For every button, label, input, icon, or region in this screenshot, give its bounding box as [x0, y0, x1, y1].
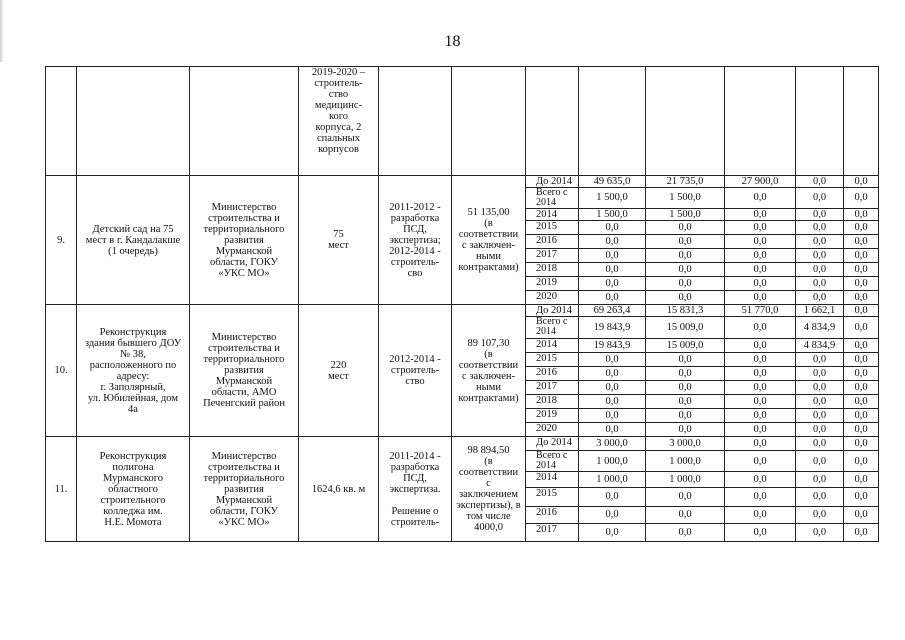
cell-regional: 15 009,0: [646, 317, 725, 338]
timeline-line: строитель-: [390, 365, 440, 377]
cell-period: Всего с 2014: [526, 451, 579, 472]
timeline-line: 2012-2014 -: [389, 354, 441, 366]
cell-other: 0,0: [844, 249, 879, 263]
customer-name-line: строительства и: [208, 461, 280, 473]
continuation-empty-cell: [77, 67, 190, 176]
cell-regional: 21 735,0: [646, 175, 725, 187]
estimated-cost-line: с заключен-: [462, 370, 515, 382]
cell-total: 0,0: [579, 408, 646, 422]
estimated-cost-line: контрактами): [458, 262, 519, 274]
cell-regional: 0,0: [646, 366, 725, 380]
estimated-cost-line: (в: [484, 348, 493, 360]
cell-period: 2017: [526, 380, 579, 394]
cell-regional: 15 009,0: [646, 338, 725, 352]
timeline: [379, 175, 452, 305]
cell-municipal: 0,0: [796, 488, 844, 506]
customer-name-line: развития: [224, 483, 264, 495]
cell-period: 2017: [526, 523, 579, 541]
cell-other: 0,0: [844, 235, 879, 249]
cell-regional: 0,0: [646, 488, 725, 506]
estimated-cost-line: соответствии: [458, 359, 519, 371]
cell-other: 0,0: [844, 263, 879, 277]
cell-municipal: 0,0: [796, 394, 844, 408]
table-row: [46, 437, 879, 451]
object-name-line: Н.Е. Момота: [104, 516, 162, 528]
estimated-cost-line: ными: [476, 251, 501, 263]
cell-federal: 0,0: [725, 488, 796, 506]
customer-name-line: территориального: [203, 472, 285, 484]
customer-name-line: Министерство: [211, 332, 277, 344]
customer-name-line: «УКС МО»: [218, 267, 270, 279]
cell-federal: 0,0: [725, 523, 796, 541]
continuation-empty-cell: [379, 67, 452, 176]
capacity-line: 1624,6 кв. м: [311, 483, 366, 495]
continuation-empty-cell: [452, 67, 526, 176]
customer-name-line: области, АМО: [211, 387, 277, 399]
cell-period: 2014: [526, 208, 579, 220]
customer-name-line: области, ГОКУ: [210, 505, 278, 517]
timeline-line: строитель-: [390, 516, 440, 528]
cell-regional: 0,0: [646, 220, 725, 234]
timeline-line: [381, 495, 449, 506]
cell-federal: 0,0: [725, 220, 796, 234]
cell-period: 2020: [526, 423, 579, 437]
cell-regional: 0,0: [646, 277, 725, 291]
cell-municipal: 0,0: [796, 175, 844, 187]
cell-municipal: 0,0: [796, 277, 844, 291]
estimated-cost-line: 4000,0: [474, 522, 503, 534]
cell-total: 0,0: [579, 394, 646, 408]
cell-other: 0,0: [844, 380, 879, 394]
cell-federal: 0,0: [725, 249, 796, 263]
cell-total: 0,0: [579, 423, 646, 437]
object-name: [77, 305, 190, 437]
continuation-timeline: [299, 67, 379, 176]
cell-federal: 0,0: [725, 187, 796, 208]
continuation-empty-cell: [579, 67, 646, 176]
cell-federal: 0,0: [725, 291, 796, 305]
continuation-empty-cell: [725, 67, 796, 176]
cell-municipal: 0,0: [796, 451, 844, 472]
estimated-cost-line: с заключен-: [462, 240, 515, 252]
cell-period: 2014: [526, 338, 579, 352]
cell-regional: 0,0: [646, 249, 725, 263]
cell-other: 0,0: [844, 472, 879, 488]
cell-federal: 0,0: [725, 423, 796, 437]
cell-municipal: 0,0: [796, 249, 844, 263]
capacity: [299, 305, 379, 437]
cell-total: 19 843,9: [579, 317, 646, 338]
object-name-line: адресу:: [116, 370, 150, 382]
object-name-line: ул. Юбилейная, дом: [88, 392, 178, 404]
estimated-cost-line: соответствии: [458, 229, 519, 241]
cell-federal: 0,0: [725, 366, 796, 380]
cell-other: 0,0: [844, 451, 879, 472]
cell-other: 0,0: [844, 291, 879, 305]
cell-total: 1 000,0: [579, 451, 646, 472]
row-number: 9.: [46, 175, 77, 305]
object-name-line: г. Заполярный,: [100, 381, 166, 393]
estimated-cost-line: том числе: [466, 511, 511, 523]
cell-period: 2015: [526, 220, 579, 234]
cell-period: 2016: [526, 506, 579, 523]
cell-regional: 15 831,3: [646, 305, 725, 317]
cell-period: 2016: [526, 235, 579, 249]
timeline-line: сво: [407, 267, 423, 279]
cell-period: 2016: [526, 366, 579, 380]
cell-regional: 0,0: [646, 506, 725, 523]
continuation-timeline-line: кого: [328, 111, 349, 122]
estimated-cost: [452, 175, 526, 305]
cell-regional: 3 000,0: [646, 437, 725, 451]
customer-name-line: Министерство: [211, 450, 277, 462]
cell-period: Всего с 2014: [526, 187, 579, 208]
timeline-line: ПСД,: [403, 223, 427, 235]
cell-municipal: 0,0: [796, 235, 844, 249]
continuation-empty-cell: [526, 67, 579, 176]
object-name-line: Реконструкция: [99, 326, 167, 338]
cell-regional: 1 500,0: [646, 187, 725, 208]
customer-name-line: области, ГОКУ: [210, 256, 278, 268]
object-name-line: (1 очередь): [108, 245, 158, 257]
cell-other: 0,0: [844, 175, 879, 187]
cell-total: 0,0: [579, 235, 646, 249]
cell-period: До 2014: [526, 305, 579, 317]
cell-total: 0,0: [579, 506, 646, 523]
cell-other: 0,0: [844, 523, 879, 541]
cell-period: 2015: [526, 488, 579, 506]
cell-municipal: 0,0: [796, 352, 844, 366]
cell-federal: 0,0: [725, 380, 796, 394]
cell-municipal: 4 834,9: [796, 317, 844, 338]
cell-federal: 0,0: [725, 472, 796, 488]
cell-period: 2020: [526, 291, 579, 305]
cell-municipal: 0,0: [796, 291, 844, 305]
object-name-line: Реконструкция: [99, 450, 167, 462]
customer-name-line: строительства и: [208, 343, 280, 355]
timeline-line: ство: [405, 376, 425, 388]
row-number: 10.: [46, 305, 77, 437]
estimated-cost-line: с: [486, 478, 491, 490]
object-name-line: областного: [108, 483, 158, 495]
continuation-timeline-line: спальных: [317, 133, 360, 144]
cell-federal: 0,0: [725, 317, 796, 338]
timeline-line: экспертиза.: [389, 483, 441, 495]
cell-other: 0,0: [844, 506, 879, 523]
cell-regional: 0,0: [646, 523, 725, 541]
cell-total: 0,0: [579, 352, 646, 366]
cell-total: 1 500,0: [579, 208, 646, 220]
object-name-line: расположенного по: [89, 359, 177, 371]
capacity: [299, 437, 379, 542]
cell-municipal: 0,0: [796, 380, 844, 394]
cell-other: 0,0: [844, 423, 879, 437]
customer-name-line: развития: [224, 365, 264, 377]
cell-federal: 0,0: [725, 506, 796, 523]
cell-federal: 0,0: [725, 437, 796, 451]
cell-total: 0,0: [579, 277, 646, 291]
cell-regional: 0,0: [646, 235, 725, 249]
cell-regional: 1 500,0: [646, 208, 725, 220]
customer-name-line: территориального: [203, 223, 285, 235]
cell-total: 0,0: [579, 263, 646, 277]
customer-name-line: «УКС МО»: [218, 516, 270, 528]
estimated-cost: [452, 305, 526, 437]
cell-municipal: 0,0: [796, 366, 844, 380]
timeline: [379, 437, 452, 542]
customer-name-line: Печенгский район: [203, 398, 285, 410]
capacity-line: 220: [330, 359, 347, 371]
table-row: [46, 175, 879, 187]
cell-total: 0,0: [579, 249, 646, 263]
investment-table: [45, 66, 879, 542]
cell-total: 49 635,0: [579, 175, 646, 187]
customer-name-line: развития: [224, 234, 264, 246]
object-name: [77, 175, 190, 305]
cell-total: 0,0: [579, 380, 646, 394]
cell-total: 69 263,4: [579, 305, 646, 317]
cell-regional: 0,0: [646, 291, 725, 305]
cell-regional: 0,0: [646, 352, 725, 366]
timeline-line: строитель-: [390, 256, 440, 268]
estimated-cost-line: (в: [484, 218, 493, 230]
timeline-line: Решение о: [391, 505, 439, 517]
cell-federal: 0,0: [725, 408, 796, 422]
customer-name-line: Мурманской: [215, 494, 273, 506]
cell-total: 19 843,9: [579, 338, 646, 352]
cell-municipal: 4 834,9: [796, 338, 844, 352]
cell-period: 2019: [526, 408, 579, 422]
capacity-line: 75: [333, 229, 344, 241]
continuation-timeline-line: корпусов: [318, 144, 359, 155]
estimated-cost-line: соответствии: [458, 467, 519, 479]
object-name-line: полигона: [112, 461, 154, 473]
cell-regional: 1 000,0: [646, 451, 725, 472]
cell-total: 0,0: [579, 220, 646, 234]
cell-period: 2018: [526, 394, 579, 408]
cell-period: До 2014: [526, 175, 579, 187]
object-name-line: строительного: [100, 494, 166, 506]
cell-municipal: 0,0: [796, 523, 844, 541]
cell-period: 2015: [526, 352, 579, 366]
cell-municipal: 0,0: [796, 208, 844, 220]
continuation-timeline-line: 2019-2020 –: [311, 67, 366, 78]
continuation-empty-cell: [796, 67, 844, 176]
page-number: 18: [444, 33, 461, 50]
customer-name: [190, 175, 299, 305]
cell-municipal: 0,0: [796, 506, 844, 523]
continuation-empty-cell: [844, 67, 879, 176]
cell-period: 2017: [526, 249, 579, 263]
object-name-line: 4а: [128, 403, 138, 415]
cell-regional: 0,0: [646, 423, 725, 437]
cell-federal: 0,0: [725, 338, 796, 352]
timeline-line: разработка: [390, 212, 440, 224]
estimated-cost-line: 51 135,00: [467, 207, 510, 219]
cell-federal: 0,0: [725, 352, 796, 366]
customer-name-line: строительства и: [208, 212, 280, 224]
cell-federal: 27 900,0: [725, 175, 796, 187]
cell-other: 0,0: [844, 338, 879, 352]
timeline-line: 2011-2012 -: [389, 201, 441, 213]
object-name-line: здания бывшего ДОУ: [84, 337, 182, 349]
object-name: [77, 437, 190, 542]
cell-municipal: 0,0: [796, 220, 844, 234]
cell-total: 0,0: [579, 523, 646, 541]
cell-other: 0,0: [844, 187, 879, 208]
object-name-line: колледжа им.: [103, 505, 163, 517]
timeline: [379, 305, 452, 437]
capacity: [299, 175, 379, 305]
continuation-empty-cell: [646, 67, 725, 176]
cell-regional: 0,0: [646, 263, 725, 277]
cell-regional: 0,0: [646, 394, 725, 408]
estimated-cost-line: (в: [484, 456, 493, 468]
customer-name-line: Мурманской: [215, 376, 273, 388]
estimated-cost-line: экспертизы), в: [456, 500, 521, 512]
timeline-line: разработка: [390, 461, 440, 473]
continuation-empty-cell: [46, 67, 77, 176]
customer-name: [190, 305, 299, 437]
cell-other: 0,0: [844, 317, 879, 338]
cell-municipal: 0,0: [796, 423, 844, 437]
cell-other: 0,0: [844, 352, 879, 366]
cell-period: 2014: [526, 472, 579, 488]
object-name-line: Детский сад на 75: [92, 223, 174, 235]
cell-other: 0,0: [844, 277, 879, 291]
continuation-timeline-line: ство: [328, 89, 349, 100]
cell-total: 0,0: [579, 488, 646, 506]
cell-municipal: 0,0: [796, 472, 844, 488]
estimated-cost-line: заключением: [458, 489, 519, 501]
timeline-line: 2012-2014 -: [389, 245, 441, 257]
cell-municipal: 0,0: [796, 263, 844, 277]
cell-municipal: 1 662,1: [796, 305, 844, 317]
cell-period: Всего с 2014: [526, 317, 579, 338]
scan-edge-shadow: [0, 0, 4, 62]
estimated-cost-line: ными: [476, 381, 501, 393]
capacity-line: мест: [328, 370, 349, 382]
cell-period: До 2014: [526, 437, 579, 451]
continuation-timeline-line: корпуса, 2: [315, 122, 362, 133]
object-name-line: Мурманского: [102, 472, 164, 484]
cell-municipal: 0,0: [796, 187, 844, 208]
cell-other: 0,0: [844, 488, 879, 506]
cell-other: 0,0: [844, 394, 879, 408]
cell-total: 0,0: [579, 366, 646, 380]
object-name-line: № 38,: [120, 348, 146, 360]
cell-other: 0,0: [844, 220, 879, 234]
cell-period: 2019: [526, 277, 579, 291]
cell-federal: 51 770,0: [725, 305, 796, 317]
estimated-cost-line: 89 107,30: [467, 337, 510, 349]
cell-other: 0,0: [844, 208, 879, 220]
cell-period: 2018: [526, 263, 579, 277]
continuation-timeline-line: строитель-: [314, 78, 363, 89]
cell-other: 0,0: [844, 408, 879, 422]
estimated-cost-line: 98 894,50: [467, 445, 510, 457]
timeline-line: экспертиза;: [389, 234, 441, 246]
timeline-line: ПСД,: [403, 472, 427, 484]
cell-other: 0,0: [844, 437, 879, 451]
cell-other: 0,0: [844, 305, 879, 317]
customer-name-line: Мурманской: [215, 245, 273, 257]
cell-federal: 0,0: [725, 277, 796, 291]
cell-total: 1 000,0: [579, 472, 646, 488]
cell-regional: 0,0: [646, 380, 725, 394]
cell-total: 1 500,0: [579, 187, 646, 208]
cell-total: 0,0: [579, 291, 646, 305]
continuation-empty-cell: [190, 67, 299, 176]
table-row: [46, 305, 879, 317]
row-number: 11.: [46, 437, 77, 542]
object-name-line: мест в г. Кандалакше: [85, 234, 181, 246]
estimated-cost-line: контрактами): [458, 392, 519, 404]
continuation-timeline-line: медицинс-: [314, 100, 363, 111]
cell-federal: 0,0: [725, 451, 796, 472]
cell-municipal: 0,0: [796, 437, 844, 451]
capacity-line: мест: [328, 240, 349, 252]
cell-regional: 0,0: [646, 408, 725, 422]
cell-federal: 0,0: [725, 263, 796, 277]
estimated-cost: [452, 437, 526, 542]
customer-name: [190, 437, 299, 542]
cell-federal: 0,0: [725, 208, 796, 220]
cell-other: 0,0: [844, 366, 879, 380]
cell-total: 3 000,0: [579, 437, 646, 451]
cell-regional: 1 000,0: [646, 472, 725, 488]
timeline-line: 2011-2014 -: [389, 450, 441, 462]
customer-name-line: Министерство: [211, 201, 277, 213]
cell-federal: 0,0: [725, 394, 796, 408]
cell-municipal: 0,0: [796, 408, 844, 422]
customer-name-line: территориального: [203, 354, 285, 366]
cell-federal: 0,0: [725, 235, 796, 249]
